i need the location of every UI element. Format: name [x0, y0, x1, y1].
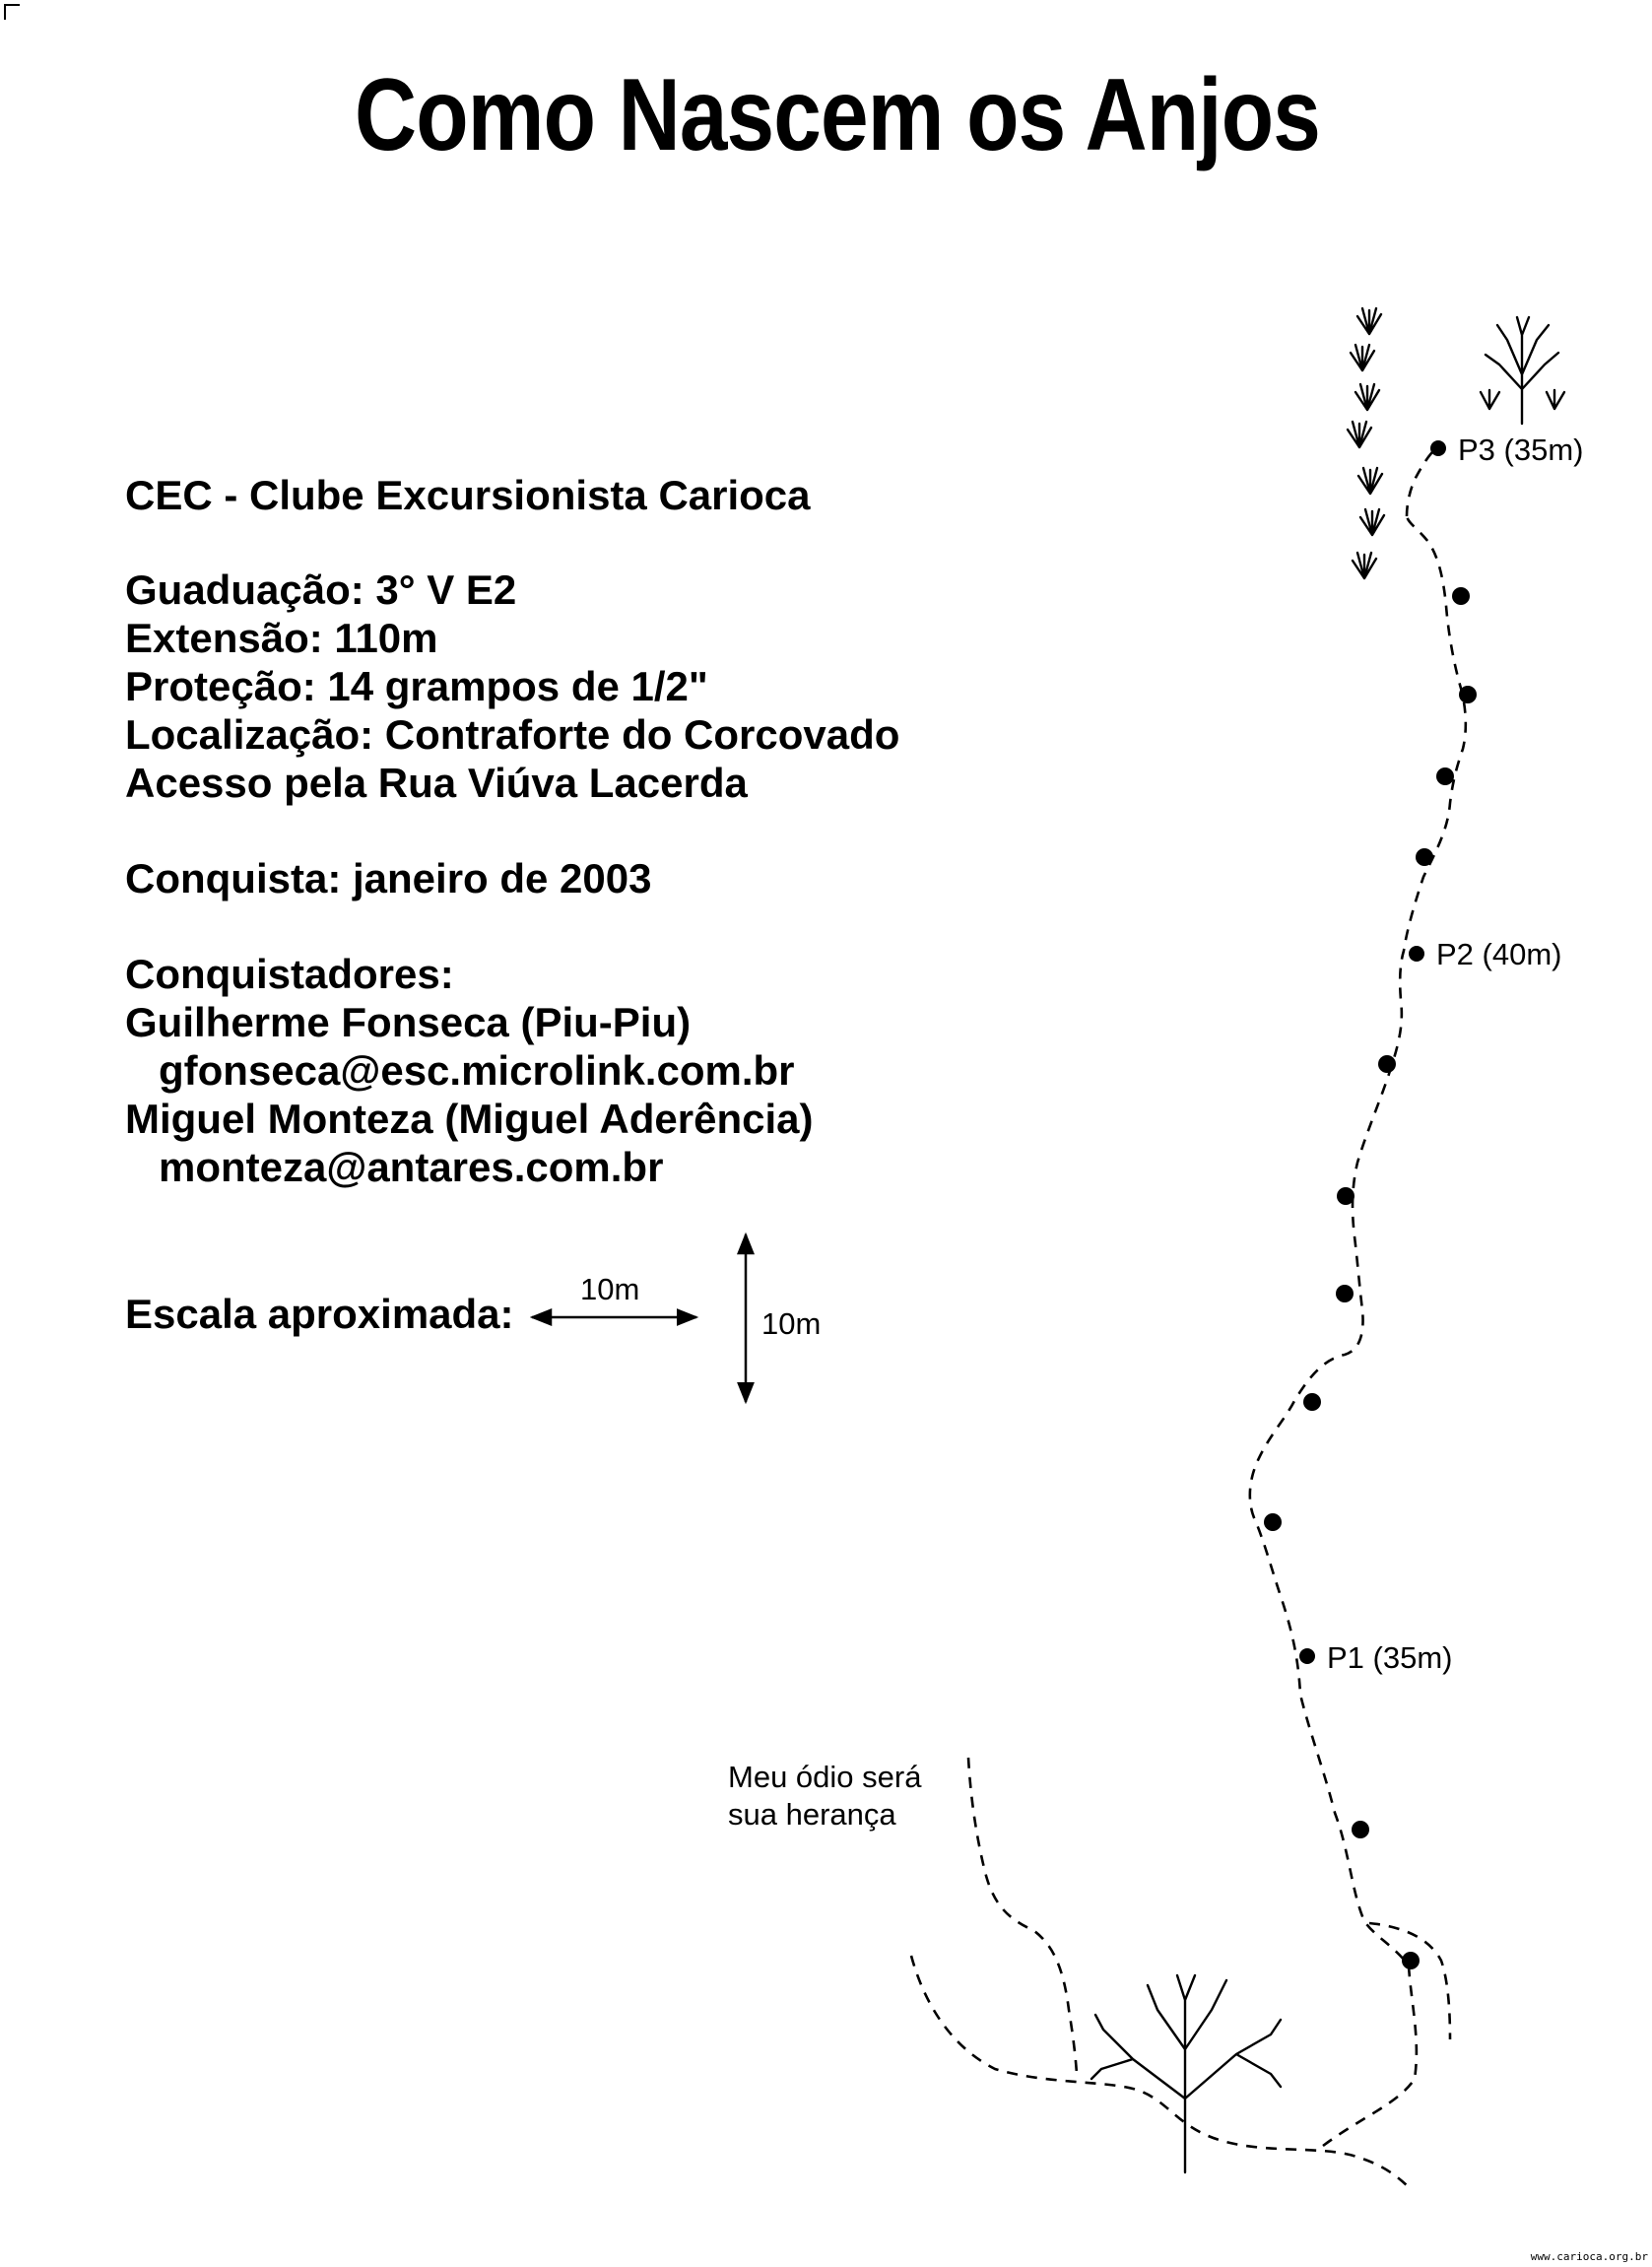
belay-label-p3: P3 (35m) [1458, 433, 1584, 467]
climber-name: Guilherme Fonseca (Piu-Piu) [125, 999, 692, 1045]
grade-line: Guaduação: 3° V E2 [125, 567, 517, 613]
belay-label-p2: P2 (40m) [1436, 937, 1562, 971]
bolt [1416, 848, 1433, 866]
belay-station-p1 [1299, 1648, 1315, 1664]
gully-line [1369, 1923, 1450, 2039]
climber-email: monteza@antares.com.br [159, 1144, 664, 1190]
belay-label-p1: P1 (35m) [1327, 1640, 1453, 1675]
first-ascent-date: Conquista: janeiro de 2003 [125, 855, 652, 901]
climber-name: Miguel Monteza (Miguel Aderência) [125, 1096, 814, 1142]
location-line: Localização: Contraforte do Corcovado [125, 711, 900, 758]
neighbor-route-line [968, 1758, 1077, 2074]
belay-station-p2 [1409, 946, 1424, 962]
length-line: Extensão: 110m [125, 615, 438, 661]
bolt [1452, 587, 1470, 605]
climber-email: gfonseca@esc.microlink.com.br [159, 1047, 795, 1094]
bolt-group [1264, 440, 1477, 1969]
route-line [1250, 516, 1466, 2146]
route-line [1407, 448, 1438, 516]
bolt [1264, 1513, 1282, 1531]
grass-tufts [1348, 308, 1384, 578]
shrub-icon [1481, 317, 1564, 424]
bolt [1352, 1821, 1369, 1838]
scale-label: Escala aproximada: [125, 1291, 514, 1337]
bolt [1436, 767, 1454, 785]
first-ascensionists-label: Conquistadores: [125, 951, 454, 997]
route-title: Como Nascem os Anjos [355, 58, 1320, 172]
bolt [1378, 1055, 1396, 1073]
club-name: CEC - Clube Excursionista Carioca [125, 472, 811, 518]
bolt [1402, 1952, 1420, 1969]
bolt [1459, 686, 1477, 703]
scale-vertical-label: 10m [761, 1306, 822, 1341]
neighbor-route-label: Meu ódio será sua herança [728, 1760, 922, 1832]
ground-line [911, 1956, 1411, 2189]
scale-horizontal-label: 10m [580, 1272, 640, 1306]
bolt [1303, 1393, 1321, 1411]
bolt [1336, 1285, 1354, 1302]
bolt [1337, 1187, 1355, 1205]
access-line: Acesso pela Rua Viúva Lacerda [125, 760, 748, 806]
belay-station-p3 [1430, 440, 1446, 456]
tree-icon [1091, 1975, 1281, 2172]
protection-line: Proteção: 14 grampos de 1/2" [125, 663, 708, 709]
footer-url: www.carioca.org.br [1530, 2250, 1648, 2263]
